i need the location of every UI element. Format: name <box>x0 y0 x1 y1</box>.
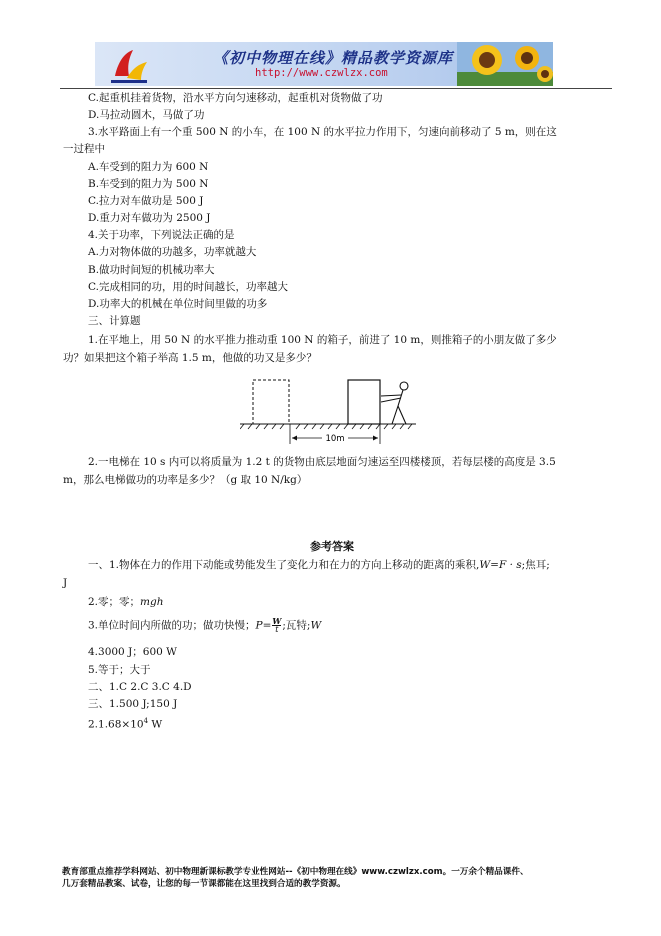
power-fraction: $\frac{W}{t}$ <box>272 616 282 634</box>
q3-option-a: A.车受到的阻力为 600 N <box>88 161 209 173</box>
q4-option-a: A.力对物体做的功越多，功率就越大 <box>88 246 257 258</box>
banner-title: 《初中物理在线》精品教学资源库 <box>213 49 454 67</box>
answer-1: 一、1.物体在力的作用下动能或势能发生了变化力和在力的方向上移动的距离的乘积,W=F · s;焦耳; <box>88 559 550 571</box>
distance-label: 10m <box>325 434 345 444</box>
answer-calc-2: $2.1.68\times 10^4$ W <box>88 717 163 731</box>
q3-stem-cont: 一过程中 <box>63 143 105 155</box>
answers-title: 参考答案 <box>310 540 354 553</box>
answer-3: 3.单位时间内所做的功；做功快慢；P= $\frac{W}{t}$ ;瓦特;W <box>88 616 322 634</box>
q3-stem: 3.水平路面上有一个重 500 N 的小车，在 100 N 的水平拉力作用下，匀速向前移动了 5 m，则在这 <box>88 126 557 138</box>
q4-stem: 4.关于功率，下列说法正确的是 <box>88 229 235 241</box>
work-formula: W=F · s <box>479 559 522 571</box>
calc-q2-stem-cont: m，那么电梯做功的功率是多少？（g 取 10 N/kg） <box>63 474 308 486</box>
q3-option-c: C.拉力对车做功是 500 J <box>88 195 204 207</box>
q4-option-c: C.完成相同的功，用的时间越长，功率越大 <box>88 281 288 293</box>
q3-option-d: D.重力对车做功为 2500 J <box>88 212 211 224</box>
site-logo-icon <box>107 46 151 84</box>
answer-4: 4.3000 J；600 W <box>88 646 177 658</box>
q3-option-b: B.车受到的阻力为 500 N <box>88 178 209 190</box>
calc-q1-stem-cont: 功？如果把这个箱子举高 1.5 m，他做的功又是多少？ <box>63 352 317 364</box>
footer-line-1: 教育部重点推荐学科网站、初中物理新课标教学专业性网站--《初中物理在线》www.czwlzx.com。一万余个精品课件、 <box>62 867 529 877</box>
calc-q2-stem: 2.一电梯在 10 s 内可以将质量为 1.2 t 的货物由底层地面匀速运至四楼楼顶，若每层楼的高度是 3.5 <box>88 456 556 468</box>
answer-1-unit: J <box>63 577 68 589</box>
footer-line-2: 几万套精品教案、试卷，让您的每一节课都能在这里找到合适的教学资源。 <box>62 879 346 889</box>
q4-option-b: B.做功时间短的机械功率大 <box>88 264 215 276</box>
calc-q1-stem: 1.在平地上，用 50 N 的水平推力推动重 100 N 的箱子，前进了 10 m，则推箱子的小朋友做了多少 <box>88 334 557 346</box>
ground-hatching <box>240 424 412 429</box>
box-end <box>348 380 380 424</box>
page-footer <box>62 866 622 890</box>
answer-section-2: 二、1.C 2.C 3.C 4.D <box>88 681 192 693</box>
child-pushing-icon <box>381 382 408 424</box>
sunflower-icon <box>457 42 553 86</box>
banner-url[interactable]: http://www.czwlzx.com <box>255 67 388 79</box>
q2-option-d: D.马拉动圆木，马做了功 <box>88 109 205 121</box>
answer-2: 2.零；零；mgh <box>88 596 164 608</box>
q4-option-d: D.功率大的机械在单位时间里做的功多 <box>88 298 268 310</box>
box-push-figure <box>240 374 430 448</box>
q2-option-c: C.起重机挂着货物，沿水平方向匀速移动，起重机对货物做了功 <box>88 92 383 104</box>
header-banner <box>95 42 553 86</box>
section-3-heading: 三、计算题 <box>88 315 141 327</box>
header-divider <box>60 88 612 89</box>
answer-calc-1: 三、1.500 J;150 J <box>88 698 178 710</box>
answer-5: 5.等于；大于 <box>88 664 151 676</box>
box-start-dashed <box>253 380 289 424</box>
